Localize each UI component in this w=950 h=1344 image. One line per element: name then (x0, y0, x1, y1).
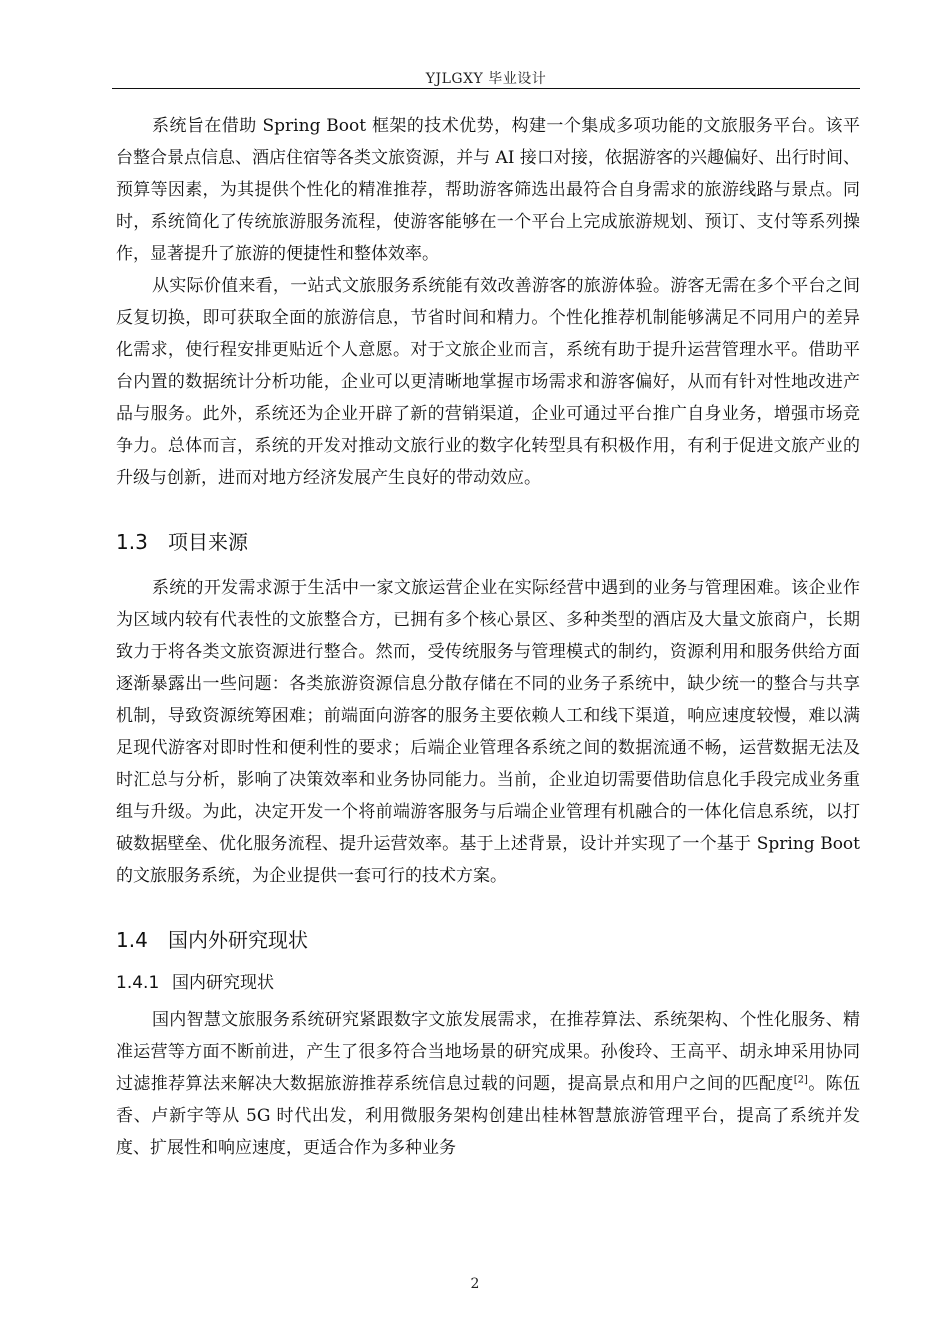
section-number: 1.3 (116, 530, 148, 554)
section-number: 1.4 (116, 928, 148, 952)
section-title: 国内外研究现状 (168, 928, 308, 952)
paragraph-text: 国内智慧文旅服务系统研究紧跟数字文旅发展需求，在推荐算法、系统架构、个性化服务、精准运营等方面不断前进，产生了很多符合当地场景的研究成果。孙俊玲、王高平、胡永坤采用协同过滤推荐算法来解决大数据旅游推荐系统信息过载的问题，提高景点和用户之间的匹配度 (116, 1010, 860, 1094)
paragraph-text: 。陈伍香、卢新宇等从 5G 时代出发，利用微服务架构创建出桂林智慧旅游管理平台，提高了系统并发度、扩展性和响应速度，更适合作为多种业务 (116, 1074, 861, 1158)
subsection-1-4-1-paragraph (116, 1004, 860, 1164)
intro-paragraph-1: 系统旨在借助 Spring Boot 框架的技术优势，构建一个集成多项功能的文旅服务平台。该平台整合景点信息、酒店住宿等各类文旅资源，并与 AI 接口对接，依据游客的兴趣偏好、出行时间、预算等因素，为其提供个性化的精准推荐，帮助游客筛选出最符合自身需求的旅游线路与景点。同时，系统简化了传统旅游服务流程，使游客能够在一个平台上完成旅游规划、预订、支付等系列操作，显著提升了旅游的便捷性和整体效率。 (116, 116, 860, 264)
page-number: 2 (470, 1276, 480, 1292)
header-divider (112, 88, 860, 89)
page-header-title: YJLGXY 毕业设计 (425, 71, 547, 87)
document-body (116, 110, 860, 1164)
citation-reference[interactable]: [2] (793, 1074, 808, 1086)
section-title: 项目来源 (168, 530, 248, 554)
section-heading-1-4 (116, 926, 860, 954)
section-1-3-paragraph: 系统的开发需求源于生活中一家文旅运营企业在实际经营中遇到的业务与管理困难。该企业作为区域内较有代表性的文旅整合方，已拥有多个核心景区、多种类型的酒店及大量文旅商户，长期致力于将各类文旅资源进行整合。然而，受传统服务与管理模式的制约，资源利用和服务供给方面逐渐暴露出一些问题：各类旅游资源信息分散存储在不同的业务子系统中，缺少统一的整合与共享机制，导致资源统筹困难；前端面向游客的服务主要依赖人工和线下渠道，响应速度较慢，难以满足现代游客对即时性和便利性的要求；后端企业管理各系统之间的数据流通不畅，运营数据无法及时汇总与分析，影响了决策效率和业务协同能力。当前，企业迫切需要借助信息化手段完成业务重组与升级。为此，决定开发一个将前端游客服务与后端企业管理有机融合的一体化信息系统，以打破数据壁垒、优化服务流程、提升运营效率。基于上述背景，设计并实现了一个基于 Spring Boot 的文旅服务系统，为企业提供一套可行的技术方案。 (116, 578, 860, 886)
subsection-number: 1.4.1 (116, 973, 160, 993)
subsection-heading-1-4-1 (116, 970, 860, 996)
intro-paragraph-2: 从实际价值来看，一站式文旅服务系统能有效改善游客的旅游体验。游客无需在多个平台之间反复切换，即可获取全面的旅游信息，节省时间和精力。个性化推荐机制能够满足不同用户的差异化需求，使行程安排更贴近个人意愿。对于文旅企业而言，系统有助于提升运营管理水平。借助平台内置的数据统计分析功能，企业可以更清晰地掌握市场需求和游客偏好，从而有针对性地改进产品与服务。此外，系统还为企业开辟了新的营销渠道，企业可通过平台推广自身业务，增强市场竞争力。总体而言，系统的开发对推动文旅行业的数字化转型具有积极作用，有利于促进文旅产业的升级与创新，进而对地方经济发展产生良好的带动效应。 (116, 276, 860, 488)
subsection-title: 国内研究现状 (172, 973, 274, 993)
section-heading-1-3 (116, 528, 860, 556)
